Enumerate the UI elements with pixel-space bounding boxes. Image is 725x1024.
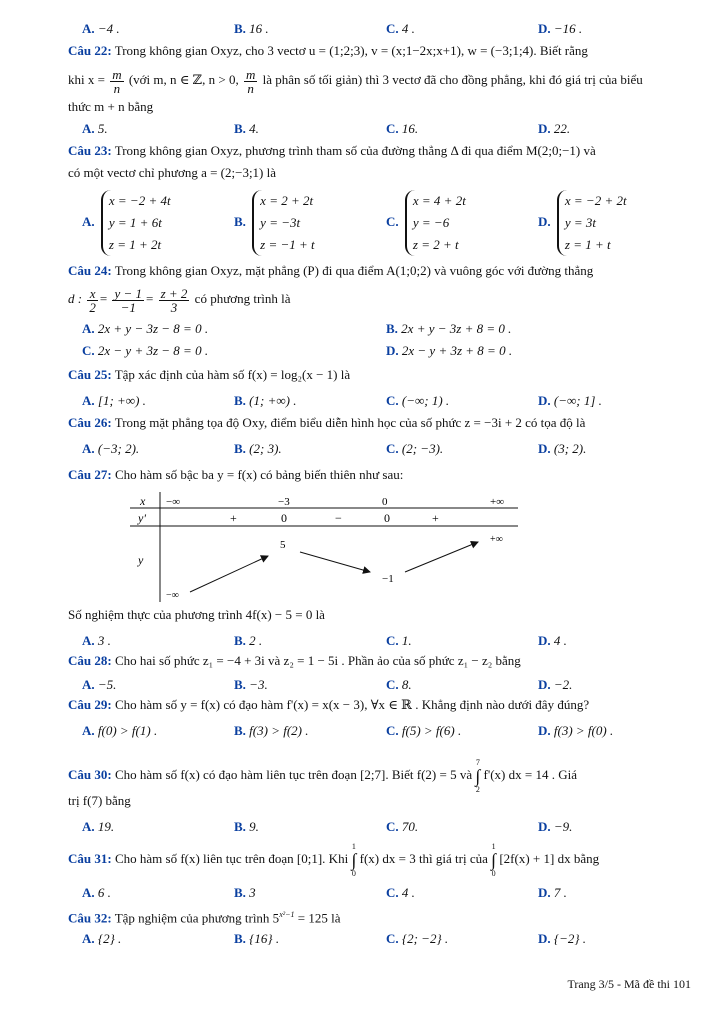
option: C. {2; −2} .	[386, 931, 449, 946]
option-letter: B.	[234, 723, 246, 738]
option: D. f(3) > f(0) .	[538, 723, 614, 738]
question-text: là phân số tối giản) thì 3 vectơ đã cho đồng phẳng, khi đó giá trị của biểu	[262, 72, 643, 87]
option: A. f(0) > f(1) .	[82, 723, 158, 738]
question-text: Cho hai số phức z₁ = −4 + 3i và z₂ = 1 − 5i . Phần ảo của số phức z₁ − z₂ bằng	[114, 653, 521, 668]
option: D. 2x − y + 3z + 8 = 0 .	[386, 343, 513, 358]
option: D. (3; 2).	[538, 441, 587, 456]
option-letter: D.	[538, 121, 551, 136]
option-letter: C.	[82, 343, 95, 358]
option-system: C. x = 4 + 2t y = −6 z = 2 + t	[386, 190, 466, 256]
question-text: f(x) dx = 3 thì giá trị của	[359, 850, 488, 866]
question-27	[68, 466, 693, 484]
question-label: Câu 30:	[68, 766, 112, 782]
table-x-label: x	[140, 494, 146, 508]
option: D. −2.	[538, 677, 573, 692]
question-22	[68, 42, 693, 60]
option: C. 4 .	[386, 21, 415, 36]
question-text: Tập nghiệm của phương trình 5	[114, 910, 280, 926]
option-letter: B.	[234, 885, 246, 900]
option: B. {16} .	[234, 931, 280, 946]
option-letter: C.	[386, 21, 399, 36]
option: B. −3.	[234, 677, 268, 692]
option: B. 9.	[234, 819, 259, 834]
option-letter: B.	[234, 393, 246, 408]
option-letter: A.	[82, 441, 95, 456]
question-22-line2	[68, 64, 693, 96]
option: A. 3 .	[82, 633, 111, 648]
question-label: Câu 27:	[68, 467, 112, 482]
question-label: Câu 28:	[68, 653, 112, 668]
option: B. 16 .	[234, 21, 269, 36]
option-system: A. x = −2 + 4t y = 1 + 6t z = 1 + 2t	[82, 190, 171, 256]
option-letter: A.	[82, 677, 95, 692]
fraction: $\frac{y - 1}{-1}$	[114, 285, 142, 315]
option-letter: B.	[386, 321, 398, 336]
increase-arrow	[190, 556, 268, 592]
option-system: D. x = −2 + 2t y = 3t z = 1 + t	[538, 190, 627, 256]
question-text: Trong không gian Oxyz, cho 3 vectơ u = (1;2;3), v = (x;1−2x;x+1), w = (−3;1;4). Biết rằng	[114, 43, 588, 58]
question-23	[68, 142, 693, 160]
question-text: f'(x) dx = 14 . Giá	[483, 766, 577, 782]
question-text: Cho hàm số bậc ba y = f(x) có bảng biến thiên như sau:	[114, 467, 404, 482]
question-24-line2: d : $\frac{x}{2}$ = $\frac{y - 1}{-1}$ = $\frac{z + 2}{3}$ có phương trình là	[68, 285, 291, 315]
equation-system: x = −2 + 2t y = 3t z = 1 + t	[557, 190, 627, 256]
option: B. 3	[234, 885, 256, 900]
question-text: Cho hàm số y = f(x) có đạo hàm f'(x) = x(x − 3), ∀x ∈ ℝ . Khẳng định nào dưới đây đúng?	[114, 697, 590, 712]
option-letter: C.	[386, 723, 399, 738]
option-letter: B.	[234, 121, 246, 136]
question-text: Trong không gian Oxyz, phương trình tham số của đường thẳng Δ đi qua điểm M(2;0;−1) và	[114, 143, 596, 158]
question-label: Câu 32:	[68, 910, 112, 926]
option: A. 5.	[82, 121, 108, 136]
option-letter: D.	[538, 441, 551, 456]
fraction: $\frac{m}{n}$	[245, 66, 256, 96]
decrease-arrow	[300, 552, 370, 572]
question-22-line3: thức m + n bằng	[68, 99, 154, 114]
sign: +	[432, 511, 439, 525]
option: C. 70.	[386, 819, 419, 834]
sign: +	[230, 511, 237, 525]
question-text: Trong mặt phẳng tọa độ Oxy, điểm biểu diễn hình học của số phức z = −3i + 2 có tọa độ là	[114, 415, 586, 430]
sign: 0	[281, 511, 287, 525]
option-letter: A.	[82, 819, 95, 834]
question-label: Câu 25:	[68, 367, 112, 382]
option-letter: B.	[234, 441, 246, 456]
integral-sign: 1 ∫ 0	[351, 842, 357, 878]
question-26	[68, 414, 693, 432]
option: B. (2; 3).	[234, 441, 282, 456]
x-value: −3	[278, 496, 290, 508]
option-letter: C.	[386, 931, 399, 946]
page-footer: Trang 3/5 - Mã đề thi 101	[567, 977, 691, 991]
option-letter: B.	[234, 633, 246, 648]
equation-system: x = −2 + 4t y = 1 + 6t z = 1 + 2t	[101, 190, 171, 256]
option-letter: C.	[386, 633, 399, 648]
question-29	[68, 696, 693, 714]
option: D. 22.	[538, 121, 571, 136]
question-25	[68, 366, 693, 384]
option-letter: D.	[538, 677, 551, 692]
option: C. (−∞; 1) .	[386, 393, 450, 408]
option: C. 8.	[386, 677, 412, 692]
table-yprime-label: y'	[138, 511, 146, 525]
option: A. 19.	[82, 819, 115, 834]
option-letter: D.	[386, 343, 399, 358]
option: D. −16 .	[538, 21, 583, 36]
question-label: Câu 24:	[68, 263, 112, 278]
option: A. 2x + y − 3z − 8 = 0 .	[82, 321, 209, 336]
equation-system: x = 4 + 2t y = −6 z = 2 + t	[405, 190, 466, 256]
increase-arrow	[405, 542, 478, 572]
fraction: $\frac{x}{2}$	[89, 285, 96, 315]
sign: 0	[384, 511, 390, 525]
x-value: +∞	[490, 496, 505, 508]
option: C. 1.	[386, 633, 412, 648]
option-letter: B.	[234, 677, 246, 692]
option: D. (−∞; 1] .	[538, 393, 602, 408]
equation-system: x = 2 + 2t y = −3t z = −1 + t	[252, 190, 315, 256]
option-letter: A.	[82, 393, 95, 408]
y-value: 5	[280, 539, 286, 551]
question-text: = 125 là	[294, 910, 341, 926]
integral-sign: 7 ∫ 2	[475, 758, 481, 794]
question-text: khi x =	[68, 72, 105, 87]
option-letter: A.	[82, 321, 95, 336]
option: D. 4 .	[538, 633, 567, 648]
option-letter: A.	[82, 723, 95, 738]
question-label: Câu 29:	[68, 697, 112, 712]
option: D. −9.	[538, 819, 573, 834]
y-value: +∞	[490, 534, 503, 545]
option: A. 6 .	[82, 885, 111, 900]
option-letter: D.	[538, 723, 551, 738]
question-text: Tập xác định của hàm số f(x) = log₂(x − 1) là	[114, 367, 351, 382]
option-letter: B.	[234, 21, 246, 36]
question-text: Cho hàm số f(x) có đạo hàm liên tục trên đoạn [2;7]. Biết f(2) = 5 và	[114, 766, 473, 782]
exponent: x²−1	[279, 910, 295, 919]
option-system: B. x = 2 + 2t y = −3t z = −1 + t	[234, 190, 315, 256]
x-value: −∞	[166, 496, 181, 508]
option: B. f(3) > f(2) .	[234, 723, 309, 738]
option: D. 7 .	[538, 885, 567, 900]
question-label: Câu 26:	[68, 415, 112, 430]
y-value: −∞	[166, 590, 179, 601]
option-letter: D.	[538, 819, 551, 834]
question-23-line2: có một vectơ chỉ phương a = (2;−3;1) là	[68, 165, 277, 180]
option: D. {−2} .	[538, 931, 587, 946]
option-letter: A.	[82, 21, 95, 36]
question-30-line2: trị f(7) bằng	[68, 793, 131, 808]
fraction: $\frac{m}{n}$	[112, 66, 122, 96]
integral-sign: 1 ∫ 0	[491, 842, 497, 878]
option-letter: C.	[386, 121, 399, 136]
option: A. [1; +∞) .	[82, 393, 146, 408]
question-text: (với m, n ∈ ℤ, n > 0,	[128, 72, 239, 87]
option-letter: D.	[538, 633, 551, 648]
option: A. {2} .	[82, 931, 122, 946]
option: B. 4.	[234, 121, 259, 136]
option-letter: A.	[82, 885, 95, 900]
option-letter: A.	[82, 633, 95, 648]
table-y-label: y	[138, 553, 144, 567]
question-24	[68, 262, 693, 280]
question-label: Câu 31:	[68, 850, 112, 866]
question-30	[68, 758, 693, 794]
option: C. 16.	[386, 121, 419, 136]
y-value: −1	[382, 573, 394, 585]
option-letter: C.	[386, 677, 399, 692]
question-label: Câu 23:	[68, 143, 112, 158]
option: C. (2; −3).	[386, 441, 444, 456]
question-text: [2f(x) + 1] dx bằng	[499, 850, 600, 866]
option-letter: C.	[386, 885, 399, 900]
option: B. 2x + y − 3z + 8 = 0 .	[386, 321, 512, 336]
question-27-after: Số nghiệm thực của phương trình 4f(x) − 5 = 0 là	[68, 607, 325, 622]
fraction: $\frac{z + 2}{3}$	[160, 285, 188, 315]
question-label: Câu 22:	[68, 43, 112, 58]
option-letter: C.	[386, 393, 399, 408]
option: B. 2 .	[234, 633, 263, 648]
question-28	[68, 652, 693, 670]
option-letter: B.	[234, 931, 246, 946]
question-32	[68, 906, 693, 927]
option-letter: C.	[386, 441, 399, 456]
variation-table	[130, 492, 518, 602]
option: B. (1; +∞) .	[234, 393, 297, 408]
option-letter: B.	[234, 819, 246, 834]
option: A. (−3; 2).	[82, 441, 140, 456]
option-letter: D.	[538, 21, 551, 36]
option-letter: A.	[82, 121, 95, 136]
option: C. f(5) > f(6) .	[386, 723, 462, 738]
question-text: Cho hàm số f(x) liên tục trên đoạn [0;1]. Khi	[114, 850, 349, 866]
option: C. 2x − y + 3z − 8 = 0 .	[82, 343, 209, 358]
option-letter: A.	[82, 931, 95, 946]
option-letter: D.	[538, 393, 551, 408]
option-letter: C.	[386, 819, 399, 834]
x-value: 0	[382, 496, 388, 508]
question-31	[68, 842, 693, 878]
option-letter: D.	[538, 931, 551, 946]
option: C. 4 .	[386, 885, 415, 900]
option: A. −4 .	[82, 21, 120, 36]
option-letter: D.	[538, 885, 551, 900]
question-text: Trong không gian Oxyz, mặt phẳng (P) đi qua điểm A(1;0;2) và vuông góc với đường thẳng	[114, 263, 594, 278]
sign: −	[335, 511, 342, 525]
option: A. −5.	[82, 677, 117, 692]
